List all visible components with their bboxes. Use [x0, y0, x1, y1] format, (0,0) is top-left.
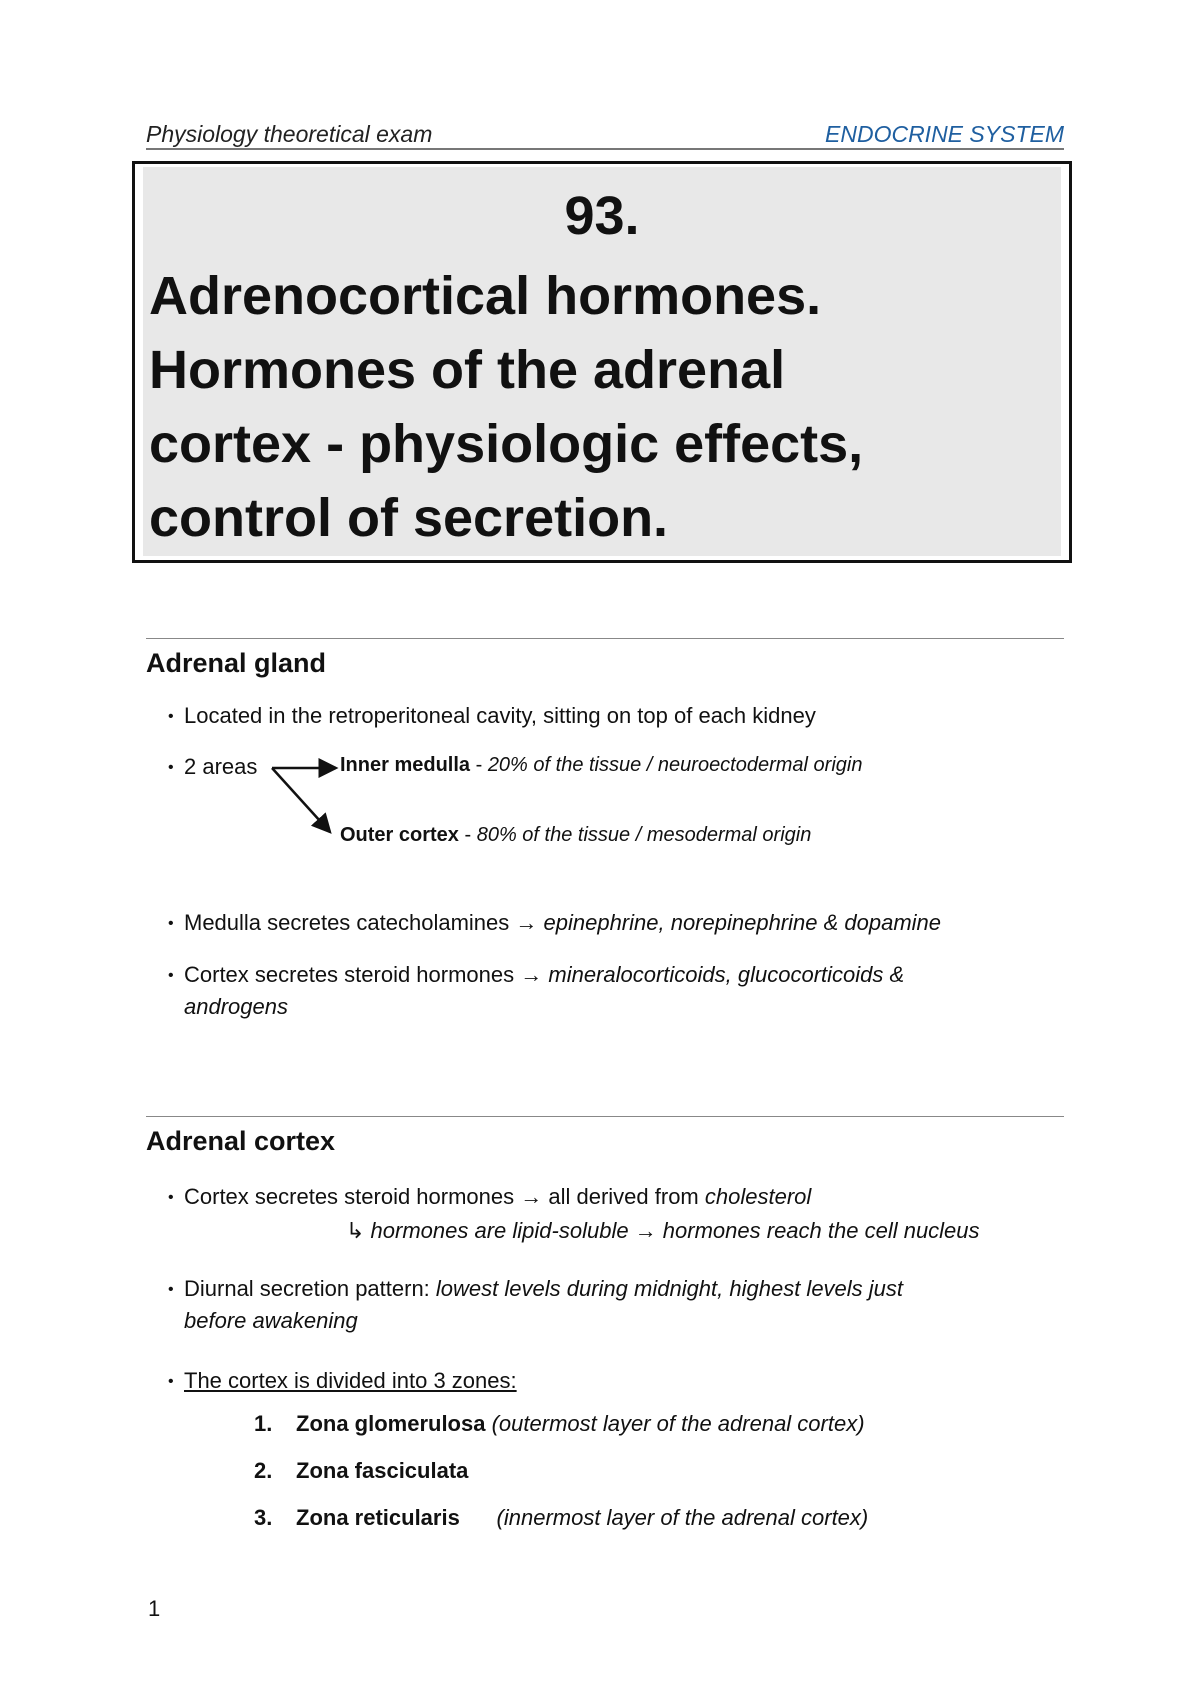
bullet-text: Located in the retroperitoneal cavity, sitting on top of each kidney: [184, 703, 816, 728]
bullet-icon: •: [168, 1373, 174, 1390]
bullet-cortex-secretion: [168, 958, 904, 993]
bullet-cholesterol: [168, 1180, 811, 1215]
bullet-two-areas: [168, 750, 257, 785]
bullet-text-italic: cholesterol: [704, 1184, 812, 1209]
zone-item: [254, 1458, 468, 1484]
bullet-text: Diurnal secretion pattern:: [184, 1276, 436, 1301]
bullet-icon: •: [168, 967, 174, 984]
section-divider: [146, 638, 1064, 639]
outer-cortex-detail: 80% of the tissue / mesodermal origin: [476, 824, 812, 846]
outer-cortex-term: Outer cortex: [340, 824, 459, 846]
zone-name: Zona glomerulosa: [296, 1411, 486, 1436]
title-box: [132, 161, 1072, 563]
zone-number: 1.: [254, 1411, 273, 1436]
header-divider: [146, 148, 1064, 150]
bullet-continuation: androgens: [184, 994, 288, 1019]
separator: -: [458, 824, 477, 846]
title-line: Hormones of the adrenal: [149, 340, 786, 400]
bullet-text: Cortex secretes steroid hormones → all derived from: [184, 1184, 705, 1209]
zone-note: (innermost layer of the adrenal cortex): [459, 1505, 869, 1530]
separator: -: [470, 754, 488, 776]
branch-arrows-icon: [268, 756, 344, 840]
bullet-text-italic: lowest levels during midnight, highest levels just: [435, 1276, 904, 1301]
inner-medulla-term: Inner medulla: [340, 754, 471, 776]
bullet-medulla-secretion: [168, 906, 941, 941]
bullet-diurnal: [168, 1272, 903, 1307]
bullet-text: The cortex is divided into 3 zones:: [184, 1368, 517, 1393]
bullet-zones: [168, 1364, 517, 1399]
bullet-icon: •: [168, 1189, 174, 1206]
bullet-icon: •: [168, 1281, 174, 1298]
zone-item: [254, 1411, 865, 1437]
bullet-text: Medulla secretes catecholamines →: [184, 910, 544, 935]
zone-number: 2.: [254, 1458, 273, 1483]
zone-name: Zona reticularis: [296, 1505, 460, 1530]
sub-arrow-icon: ↳: [346, 1218, 371, 1243]
header-course-title: Physiology theoretical exam: [146, 121, 433, 147]
bullet-icon: •: [168, 759, 174, 776]
title-line: control of secretion.: [149, 488, 669, 548]
bullet-icon: •: [168, 708, 174, 725]
bullet-location: [168, 699, 816, 734]
bullet-icon: •: [168, 915, 174, 932]
zone-name: Zona fasciculata: [296, 1458, 469, 1483]
outer-cortex-line: [340, 824, 811, 847]
title-line: Adrenocortical hormones.: [149, 266, 822, 326]
title-line: cortex - physiologic effects,: [149, 414, 864, 474]
question-number: 93.: [564, 186, 640, 246]
bullet-text: 2 areas: [184, 754, 258, 779]
section-heading-adrenal-cortex: Adrenal cortex: [146, 1126, 336, 1156]
zone-number: 3.: [254, 1505, 273, 1530]
title-background: [143, 167, 1061, 556]
page-number: 1: [148, 1596, 161, 1621]
zone-item: [254, 1505, 868, 1531]
sub-point-lipid-soluble: [346, 1218, 980, 1244]
section-divider: [146, 1116, 1064, 1117]
sub-point-text: hormones are lipid-soluble → hormones reach the cell nucleus: [370, 1218, 980, 1243]
bullet-text-italic: epinephrine, norepinephrine & dopamine: [543, 910, 942, 935]
bullet-continuation: before awakening: [184, 1308, 358, 1333]
section-heading-adrenal-gland: Adrenal gland: [146, 648, 327, 678]
question-title: [149, 259, 1049, 555]
bullet-text-italic: mineralocorticoids, glucocorticoids &: [548, 962, 905, 987]
header-topic: ENDOCRINE SYSTEM: [825, 121, 1064, 147]
inner-medulla-detail: 20% of the tissue / neuroectodermal origin: [487, 754, 863, 776]
bullet-text: Cortex secretes steroid hormones →: [184, 962, 549, 987]
zone-note: (outermost layer of the adrenal cortex): [485, 1411, 865, 1436]
inner-medulla-line: [340, 754, 862, 777]
